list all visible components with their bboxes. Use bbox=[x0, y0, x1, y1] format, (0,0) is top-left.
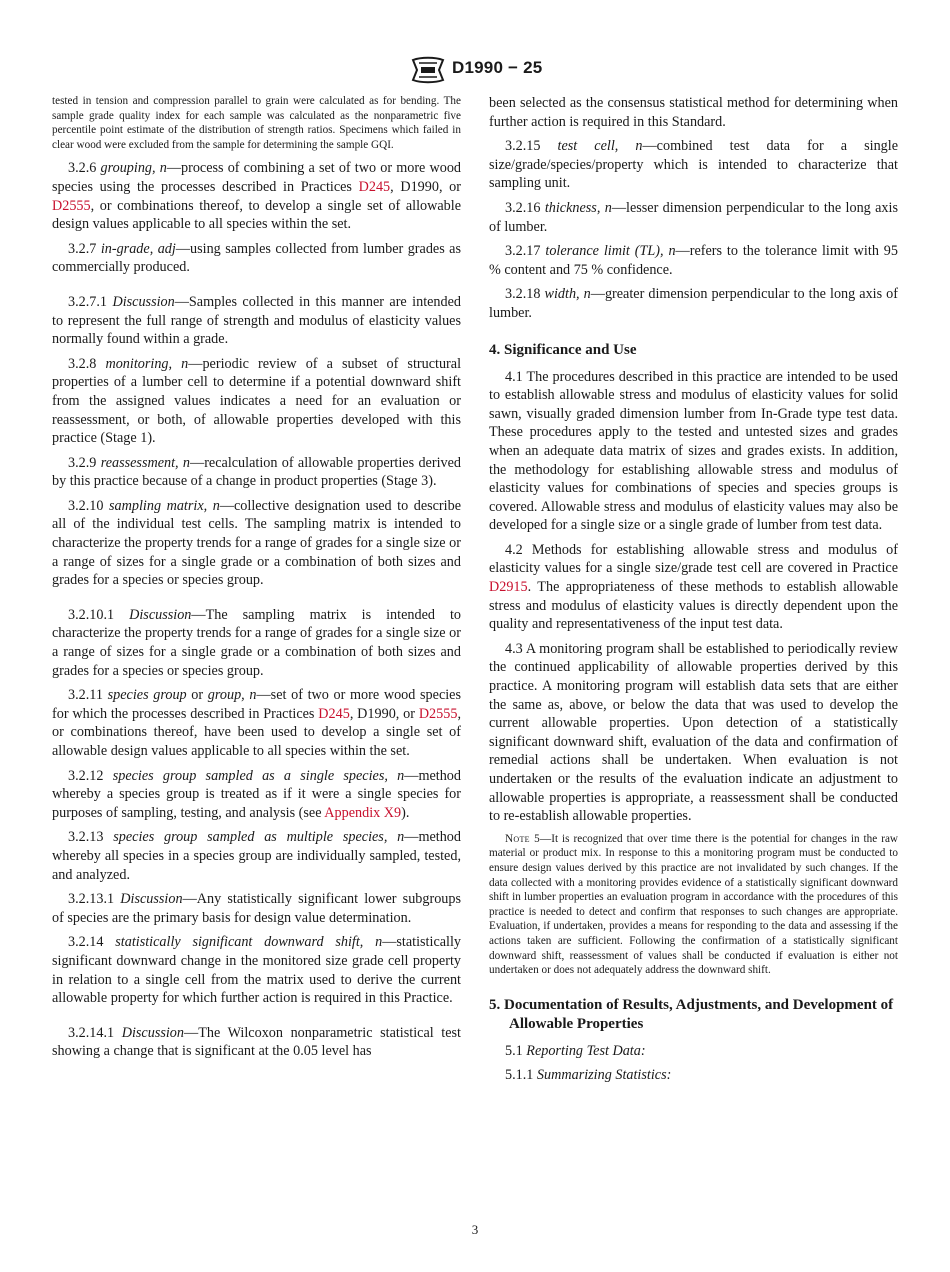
section-3-2-13-1: 3.2.13.1 Discussion—Any statistically significant lower subgroups of species are the primary basis for design value determination. bbox=[52, 891, 461, 926]
section-3-2-7: 3.2.7 in-grade, adj—using samples collected from lumber grades as commercially produced. bbox=[52, 240, 461, 276]
section-3-2-15: 3.2.15 test cell, n—combined test data for a single size/grade/species/property which is intended to characterize that sampling unit. bbox=[489, 138, 898, 192]
section-3-2-10: 3.2.10 sampling matrix, n—collective designation used to describe all of the individual test cells. The sampling matrix is intended to characterize the property trends for a range of grades for a single size or a range of sizes for a single grade or a combination of both sizes and grades for a species or species group. bbox=[52, 497, 461, 589]
document-id: D1990 − 25 bbox=[452, 58, 543, 77]
left-column bbox=[52, 94, 461, 1067]
right-column bbox=[489, 94, 898, 1091]
link-d2555[interactable]: D2555 bbox=[52, 197, 91, 214]
section-3-2-6: 3.2.6 grouping, n—process of combining a set of two or more wood species using the processes described in Practices D245, D1990, or D2555, or combinations thereof, to develop a single set of allowable design values applicable to all species within the set. bbox=[52, 160, 462, 233]
section-3-2-12: 3.2.12 species group sampled as a single species, n—method whereby a species group is treated as if it were a single species for purposes of sampling, testing, and analysis (see Appendix X9). bbox=[52, 767, 461, 821]
section-3-2-10-1: 3.2.10.1 Discussion—The sampling matrix is intended to characterize the property trends for a range of grades for a single size or a range of sizes for a single grade or a combination of both sizes and grades for a species or species group. bbox=[52, 606, 462, 679]
section-3-2-9: 3.2.9 reassessment, n—recalculation of allowable properties derived by this practice because of a change in product properties (Stage 3). bbox=[52, 454, 461, 490]
link-d2915[interactable]: D2915 bbox=[489, 579, 528, 596]
section-4-3: 4.3 A monitoring program shall be established to periodically review the continued applicability of allowable properties derived by this practice. A monitoring program will establish data sets that are either the same as, above, or below the data that was used to develop the current allowable properties. Upon detection of a statistically significant downward shift, evaluation of the data and confirmation of remedial actions shall be undertaken. When evaluation is not undertaken or the results of the evaluation indicate an adjustment to allowable properties is appropriate, a reassessment shall be conducted to re-establish allowable properties. bbox=[489, 640, 898, 825]
astm-logo-icon bbox=[409, 56, 447, 84]
section-5-1: 5.1 Reporting Test Data: bbox=[505, 1042, 646, 1059]
link-d2555[interactable]: D2555 bbox=[418, 705, 458, 722]
carryover-paragraph: been selected as the consensus statistical method for determining when further action is required in this Standard. bbox=[489, 95, 898, 130]
section-5-heading: 5. Documentation of Results, Adjustments, and Development of Allowable Properties bbox=[489, 996, 894, 1032]
section-4-2: 4.2 Methods for establishing allowable stress and modulus of elasticity values for a single size/grade test cell are covered in Practice D2915. The appropriateness of these methods to establish allowable stress and modulus of elasticity values is directly dependent upon the quality and representativeness of the input test data. bbox=[489, 541, 898, 633]
section-3-2-7-1: 3.2.7.1 Discussion—Samples collected in this manner are intended to represent the full range of strength and modulus of elasticity values normally found within a grade. bbox=[52, 293, 462, 348]
page-number: 3 bbox=[471, 1222, 479, 1237]
section-3-2-14-1: 3.2.14.1 Discussion—The Wilcoxon nonparametric statistical test showing a change that is significant at the 0.05 level has bbox=[52, 1024, 461, 1060]
page-header bbox=[0, 56, 950, 86]
section-3-2-11: 3.2.11 species group or group, n—set of two or more wood species for which the processes described in Practices D245, D1990, or D2555, or combinations thereof, have been used to develop a single set of allowable design values applicable to all species within the set. bbox=[52, 687, 462, 759]
section-5-1-1: 5.1.1 Summarizing Statistics: bbox=[505, 1067, 672, 1084]
section-3-2-14: 3.2.14 statistically significant downward shift, n—statistically significant downward change in the monitored size grade cell property in relation to a single cell from the matrix used to derive the current allowable property for which further action is required in this Practice. bbox=[52, 934, 462, 1007]
section-3-2-17: 3.2.17 tolerance limit (TL), n—refers to the tolerance limit with 95 % content and 75 % confidence. bbox=[489, 243, 898, 278]
section-3-2-18: 3.2.18 width, n—greater dimension perpendicular to the long axis of lumber. bbox=[489, 286, 898, 321]
section-3-2-8: 3.2.8 monitoring, n—periodic review of a subset of structural properties of a lumber cell to determine if a potential downward shift from the assigned values indicates a need for an evaluation or reassessment, or both, of allowable properties developed with this practice (Stage 1). bbox=[52, 355, 462, 447]
link-d245[interactable]: D245 bbox=[318, 705, 350, 722]
link-d245[interactable]: D245 bbox=[358, 178, 391, 195]
note-5: Note 5—It is recognized that over time there is the potential for changes in the raw material or product mix. In response to this a monitoring program must be conducted to ensure design values derived by this practice are not invalidated by such changes. If the data collected with a monitoring provides evidence of a statistically significant downward shift in lumber properties an evaluation program in accordance with the procedures of this practice is needed to detect and confirm that responses to such changes are appropriate. Evaluation, if undertaken, provides a means for responding to the data and assessing if the actions taken are sufficient. Following the confirmation of a statistically significant downward shift, reassessment of values shall be conducted if evaluation is either not undertaken or does not adequately address the downward shift. bbox=[489, 832, 898, 977]
carryover-paragraph: tested in tension and compression parallel to grain were calculated as for bending. The sample grade quality index for each sample was calculated as the nonparametric five percentile point estimate of the distribution of strength ratios. Specimens which failed in clear wood were excluded from the sample for determining the sample GQI. bbox=[52, 95, 461, 151]
section-3-2-13: 3.2.13 species group sampled as multiple species, n—method whereby all species in a species group are individually sampled, tested, and analyzed. bbox=[52, 829, 461, 883]
section-3-2-16: 3.2.16 thickness, n—lesser dimension perpendicular to the long axis of lumber. bbox=[489, 199, 898, 235]
section-4-1: 4.1 The procedures described in this practice are intended to be used to establish allowable stress and modulus of elasticity values for solid sawn, visually graded dimension lumber from In-Grade type test data. These procedures apply to the tested and untested sizes and grades when an adequate data matrix of sizes and grades exists. In addition, the methodology for establishing allowable stress and modulus of elasticity values for combinations of species and species groups is covered. Allowable stress and modulus of elasticity values may also be developed for a single size or a single grade of lumber from test data. bbox=[489, 368, 898, 534]
section-4-heading: 4. Significance and Use bbox=[489, 341, 637, 358]
link-appendix-x9[interactable]: Appendix X9 bbox=[324, 804, 402, 821]
